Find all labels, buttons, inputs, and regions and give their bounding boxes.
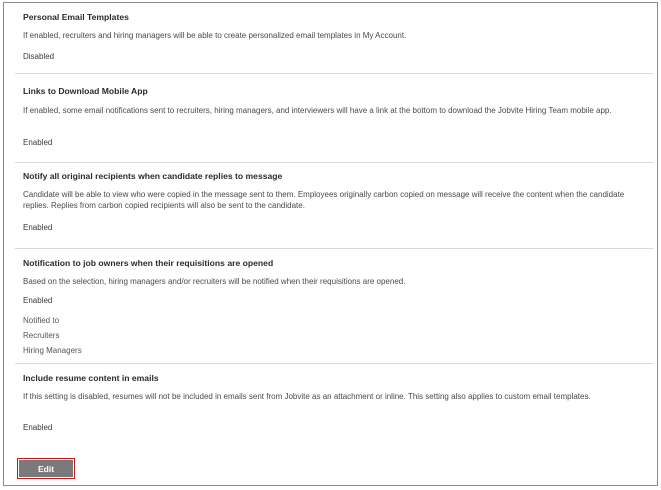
setting-mobile-app-links bbox=[15, 74, 653, 163]
notified-recipient: Recruiters bbox=[23, 331, 60, 340]
setting-status: Enabled bbox=[23, 223, 53, 232]
setting-requisition-opened-notification bbox=[15, 249, 653, 364]
setting-description: If enabled, some email notifications sent to recruiters, hiring managers, and interviewers will have a link at the bottom to download the Jobvite Hiring Team mobile app. bbox=[23, 106, 612, 115]
settings-panel bbox=[3, 2, 658, 486]
setting-status: Enabled bbox=[23, 423, 53, 432]
notified-to-label: Notified to bbox=[23, 316, 60, 325]
setting-status: Disabled bbox=[23, 52, 55, 61]
setting-include-resume-content bbox=[15, 364, 653, 444]
setting-status: Enabled bbox=[23, 138, 53, 147]
setting-description: If enabled, recruiters and hiring managers will be able to create personalized email templates in My Account. bbox=[23, 31, 407, 40]
setting-title: Notify all original recipients when candidate replies to message bbox=[23, 171, 283, 181]
edit-button[interactable]: Edit bbox=[19, 460, 73, 477]
setting-personal-email-templates bbox=[15, 3, 653, 74]
setting-status: Enabled bbox=[23, 296, 53, 305]
setting-notify-original-recipients bbox=[15, 163, 653, 249]
notified-recipient: Hiring Managers bbox=[23, 346, 82, 355]
setting-description: Based on the selection, hiring managers and/or recruiters will be notified when their requisitions are opened. bbox=[23, 277, 406, 286]
notified-to-list bbox=[23, 313, 82, 358]
setting-title: Include resume content in emails bbox=[23, 373, 159, 383]
setting-title: Notification to job owners when their requisitions are opened bbox=[23, 258, 274, 268]
setting-description: Candidate will be able to view who were copied in the message sent to them. Employees originally carbon copied on message will receive the content when the candidate replies. Replies from carbon copied recipients will also be sent to the candidate. bbox=[23, 190, 625, 210]
edit-button-highlight bbox=[17, 458, 75, 479]
setting-description: If this setting is disabled, resumes will not be included in emails sent from Jobvite as an attachment or inline. This setting also applies to custom email templates. bbox=[23, 392, 591, 401]
setting-title: Personal Email Templates bbox=[23, 12, 129, 22]
setting-title: Links to Download Mobile App bbox=[23, 86, 148, 96]
